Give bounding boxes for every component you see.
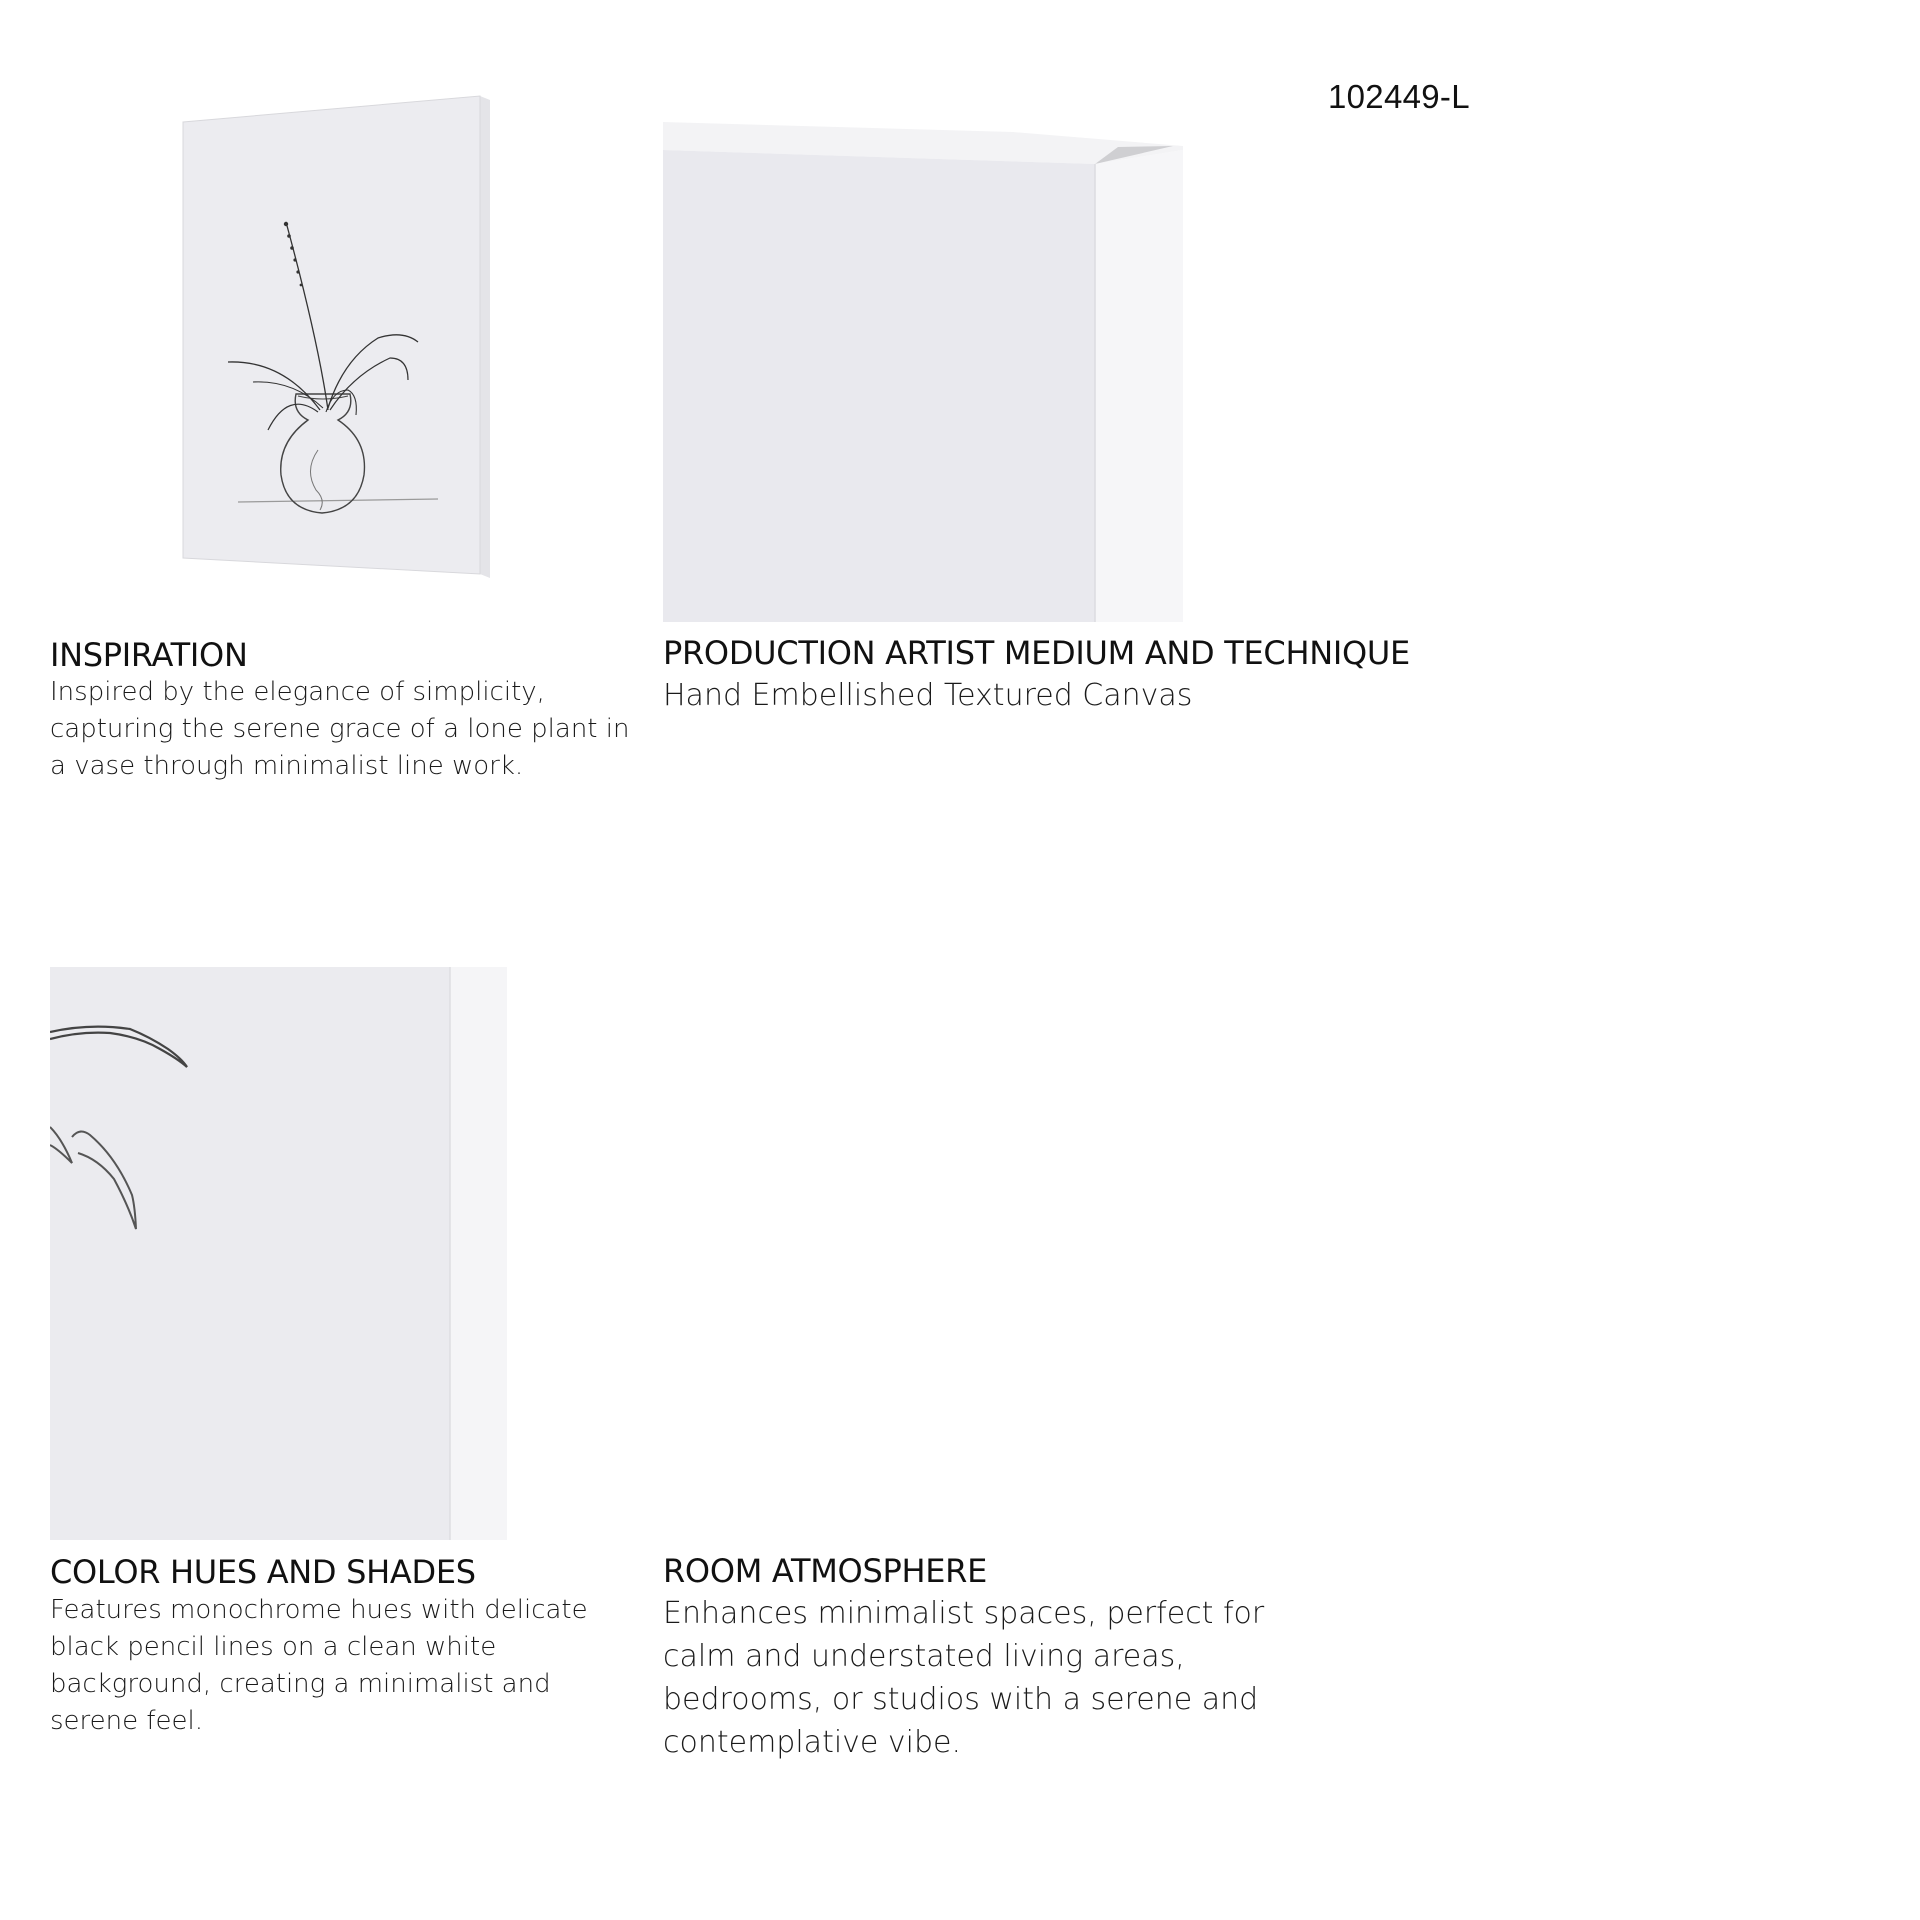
production-text: Hand Embellished Textured Canvas xyxy=(663,678,1193,713)
canvas-corner-closeup-image xyxy=(663,122,1183,622)
inspiration-heading: INSPIRATION xyxy=(50,636,248,674)
canvas-full-view-illustration xyxy=(168,90,498,590)
canvas-sketch-detail-image xyxy=(50,967,507,1540)
color-heading: COLOR HUES AND SHADES xyxy=(50,1553,476,1591)
canvas-sketch-detail-illustration xyxy=(50,967,507,1540)
inspiration-text: Inspired by the elegance of simplicity, capturing the serene grace of a lone plant in a vase through minimalist line work. xyxy=(50,677,630,781)
room-heading: ROOM ATMOSPHERE xyxy=(663,1552,987,1590)
color-text: Features monochrome hues with delicate black pencil lines on a clean white background, creating a minimalist and serene feel. xyxy=(50,1595,588,1736)
canvas-full-view-image xyxy=(168,90,498,590)
room-text: Enhances minimalist spaces, perfect for calm and understated living areas, bedrooms, or studios with a serene and contemplative vibe. xyxy=(663,1596,1265,1760)
product-code: 102449-L xyxy=(1328,78,1470,115)
canvas-corner-closeup-illustration xyxy=(663,122,1183,622)
production-heading: PRODUCTION ARTIST MEDIUM AND TECHNIQUE xyxy=(663,634,1410,672)
